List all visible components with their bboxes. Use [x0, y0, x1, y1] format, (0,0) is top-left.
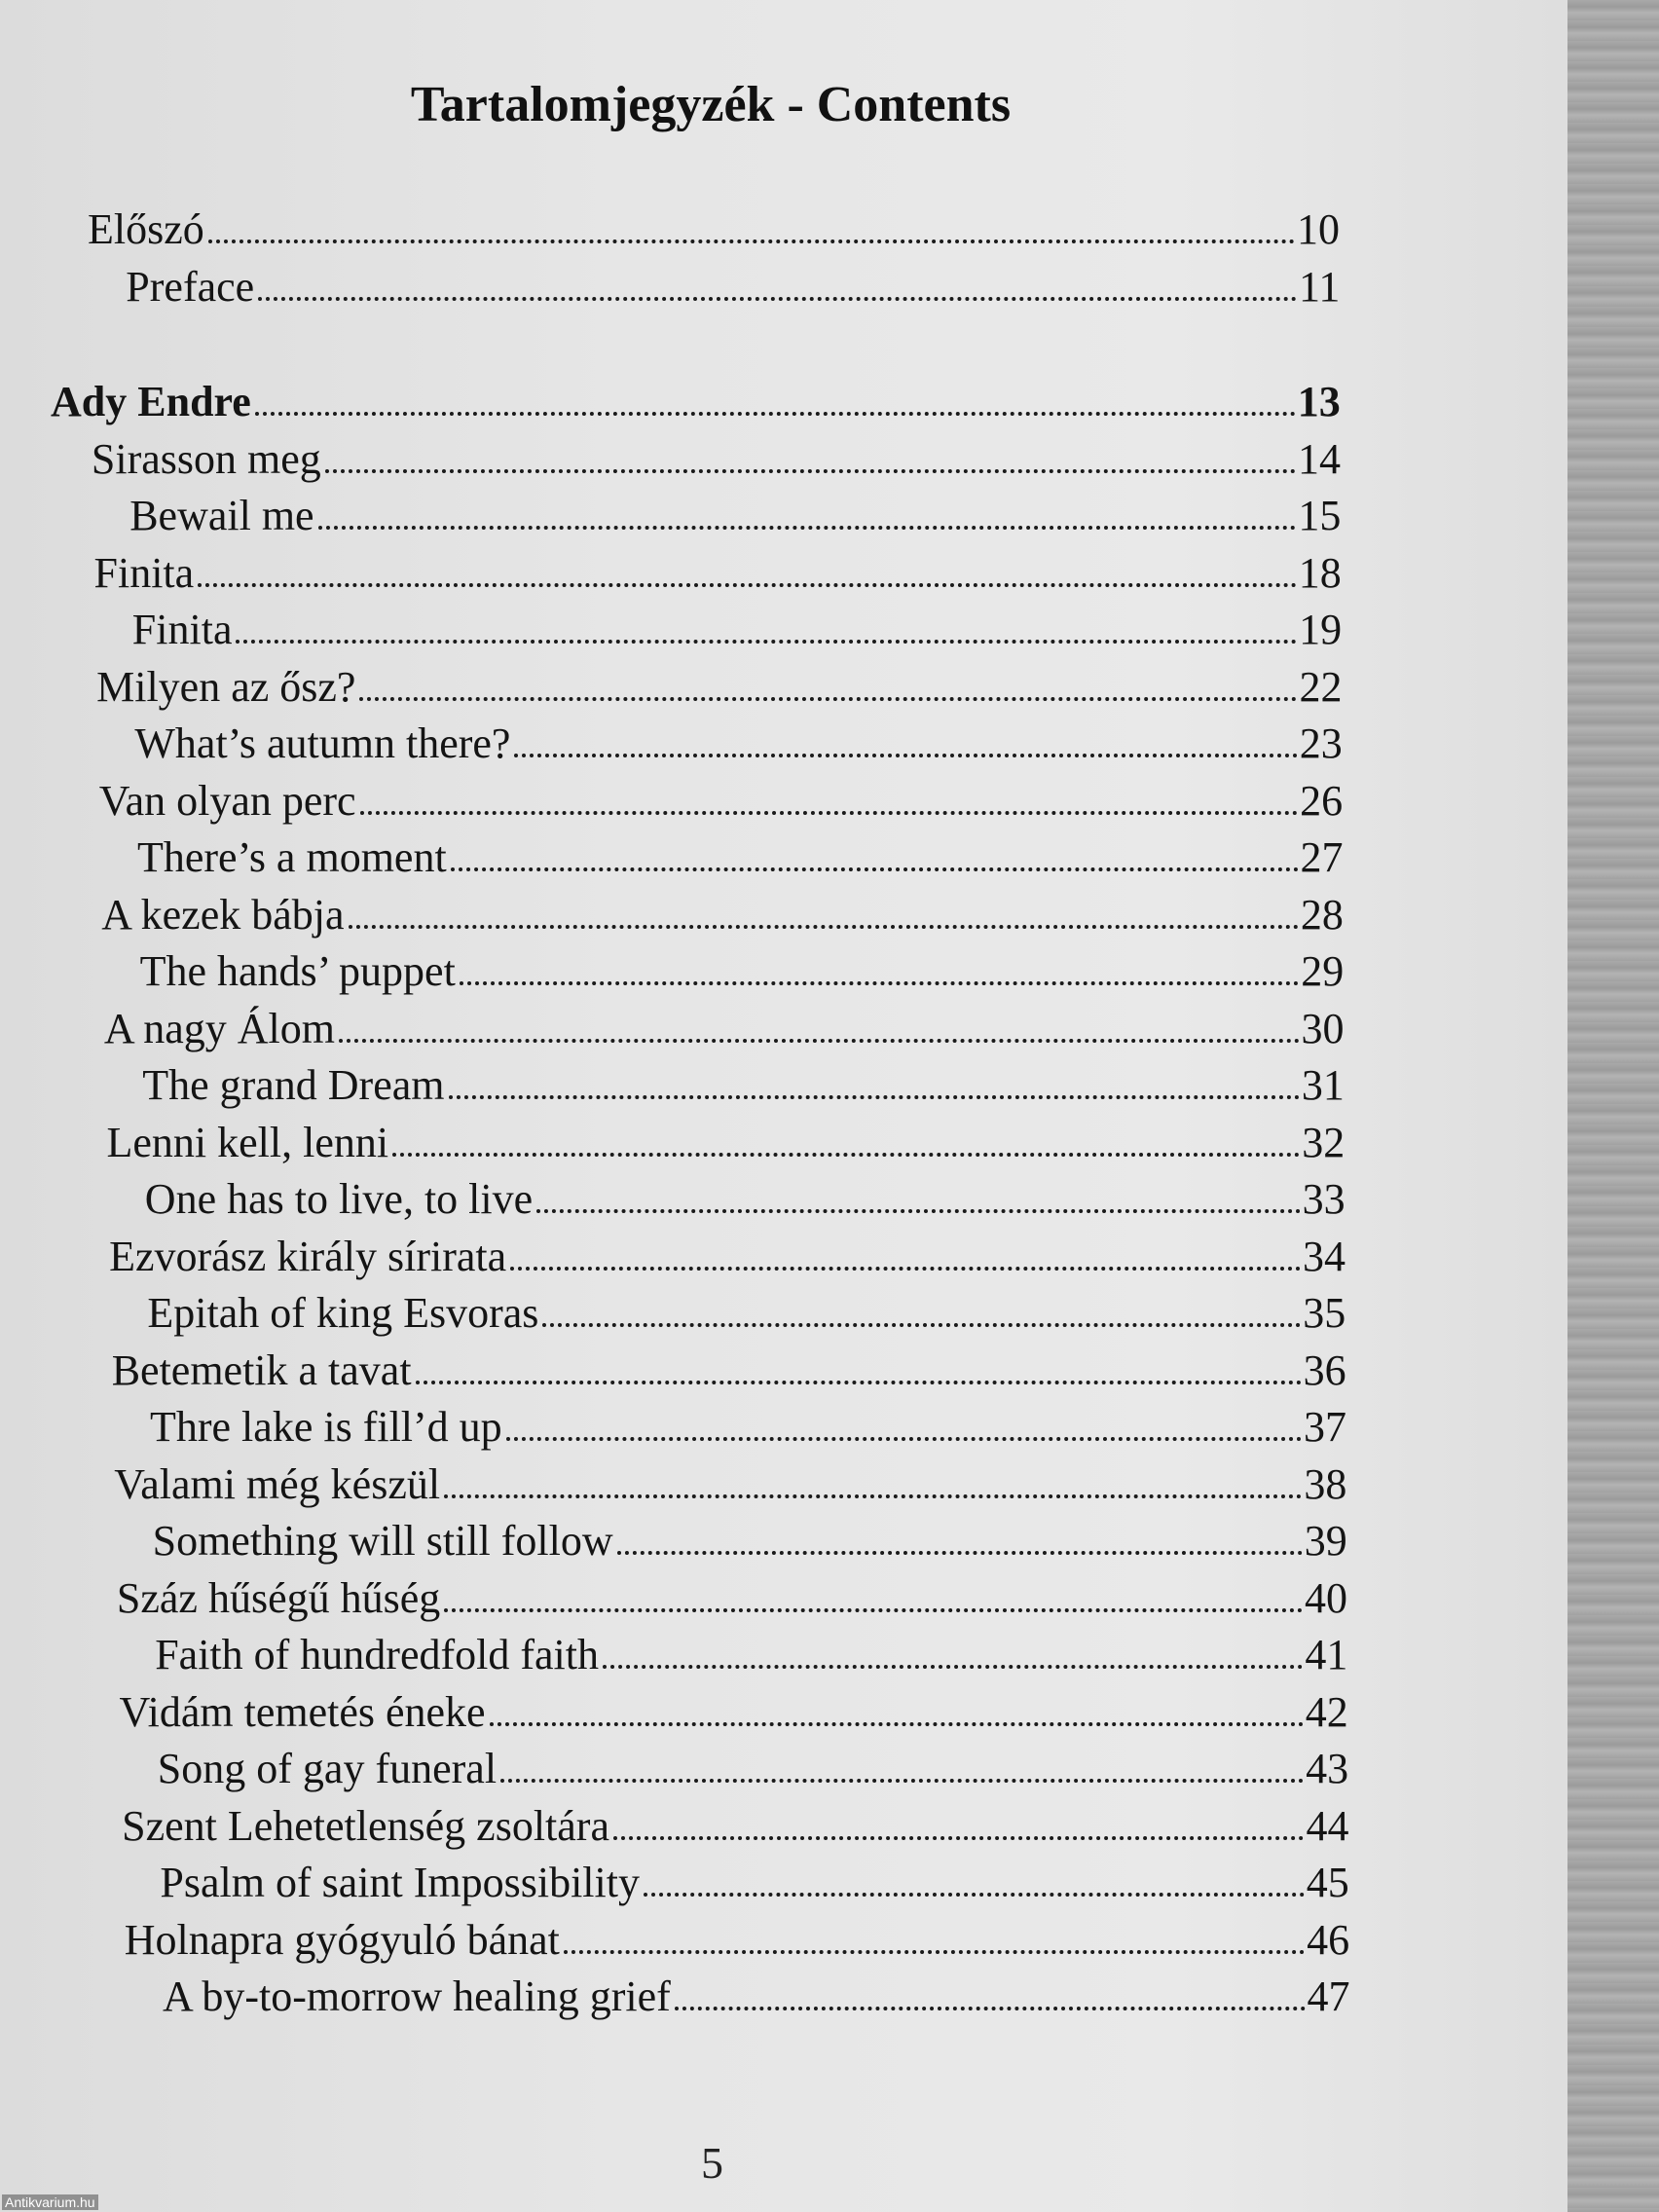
toc-entry-page: 27	[1300, 833, 1344, 881]
toc-entry-page: 15	[1298, 492, 1342, 539]
toc-entry-page: 26	[1300, 776, 1344, 825]
dot-leader	[359, 697, 1297, 701]
toc-entry	[122, 1799, 1348, 1854]
toc-entry-title: Szent Lehetetlenség zsoltára	[122, 1801, 609, 1850]
dot-leader	[208, 240, 1295, 243]
dot-leader	[449, 1095, 1300, 1099]
toc-entry-page: 10	[1297, 205, 1340, 253]
toc-entry-page: 37	[1304, 1403, 1346, 1451]
toc-entry	[112, 1344, 1346, 1398]
toc-entry-title: Bewail me	[129, 492, 314, 539]
toc-entry-page: 42	[1305, 1687, 1348, 1736]
dot-leader	[460, 981, 1299, 985]
toc-entry-page: 40	[1305, 1573, 1348, 1622]
toc-entry-title: Van olyan perc	[98, 776, 356, 825]
dot-leader	[603, 1665, 1303, 1669]
toc-entry-title: Milyen az ősz?	[96, 662, 356, 711]
toc-entry-title: Száz hűségű hűség	[116, 1573, 441, 1622]
dot-leader	[510, 1267, 1301, 1271]
toc-entry	[150, 1400, 1346, 1455]
dot-leader	[444, 1494, 1302, 1498]
page-title: Tartalomjegyzék - Contents	[410, 77, 1012, 132]
toc-entry	[96, 660, 1342, 715]
toc-entry-page: 45	[1306, 1859, 1349, 1906]
toc-entry-page: 31	[1301, 1061, 1345, 1109]
dot-leader	[236, 640, 1297, 644]
toc-entry	[114, 1457, 1346, 1512]
toc-entry	[158, 1742, 1348, 1796]
toc-entry-page: 30	[1301, 1004, 1345, 1052]
dot-leader	[360, 811, 1299, 815]
toc-entry-title: Előszó	[88, 205, 204, 253]
toc-entry	[92, 432, 1341, 487]
dot-leader	[349, 925, 1299, 929]
toc-entry-page: 35	[1303, 1289, 1346, 1337]
toc-entry	[99, 774, 1343, 829]
toc-entry-page: 29	[1301, 947, 1345, 995]
toc-entry-title: One has to live, to live	[144, 1175, 534, 1223]
toc-entry-page: 13	[1297, 378, 1341, 425]
toc-entry-page: 47	[1307, 1972, 1350, 2020]
toc-entry-page: 46	[1307, 1915, 1350, 1964]
toc-entry-title: A kezek bábja	[101, 890, 345, 939]
toc-entry-page: 22	[1299, 662, 1343, 711]
toc-entry-title: Valami még készül	[114, 1459, 441, 1508]
toc-entry	[88, 203, 1340, 257]
dot-leader	[506, 1437, 1302, 1441]
toc-entry-title: What’s autumn there?	[134, 719, 511, 767]
toc-entry-title: A nagy Álom	[103, 1004, 335, 1052]
dot-leader	[644, 1893, 1305, 1897]
toc-entry-page: 33	[1302, 1175, 1346, 1223]
toc-entry	[132, 603, 1342, 657]
toc-entry-page: 43	[1306, 1745, 1349, 1792]
toc-entry-title: Holnapra gyógyuló bánat	[124, 1915, 560, 1964]
toc-entry-title: There’s a moment	[137, 833, 447, 881]
toc-entry	[94, 546, 1342, 601]
toc-entry	[147, 1286, 1346, 1341]
dot-leader	[613, 1836, 1304, 1840]
toc-entry-title: Preface	[126, 262, 255, 311]
toc-entry	[129, 489, 1341, 543]
toc-entry	[163, 1970, 1350, 2024]
dot-leader	[536, 1209, 1300, 1213]
toc-entry-title: The grand Dream	[142, 1061, 445, 1109]
toc-entry-page: 34	[1302, 1232, 1346, 1280]
toc-entry-title: The hands’ puppet	[139, 947, 456, 995]
toc-entry-page: 36	[1303, 1346, 1346, 1394]
toc-entry-title: Thre lake is fill’d up	[150, 1403, 502, 1451]
page-edge	[1567, 0, 1659, 2212]
dot-leader	[564, 1950, 1305, 1954]
toc-entry-title: Finita	[131, 606, 233, 653]
toc-entry-title: Ezvorász király sírirata	[109, 1232, 507, 1280]
dot-leader	[416, 1381, 1302, 1384]
toc-entry-title: Sirasson meg	[91, 434, 321, 483]
toc-entry	[155, 1628, 1347, 1682]
toc-entry-page: 39	[1304, 1517, 1347, 1565]
toc-entry	[134, 717, 1342, 771]
toc-entry	[140, 944, 1345, 999]
toc-section-heading	[51, 375, 1341, 429]
toc-entry	[126, 260, 1340, 314]
toc-entry	[101, 888, 1344, 942]
dot-leader	[255, 412, 1296, 416]
dot-leader	[617, 1551, 1303, 1555]
dot-leader	[490, 1722, 1304, 1726]
dot-leader	[198, 583, 1297, 587]
toc-entry	[109, 1230, 1346, 1284]
toc-entry	[160, 1856, 1348, 1910]
dot-leader	[258, 297, 1297, 301]
toc-entry-page: 41	[1305, 1631, 1348, 1678]
toc-entry	[125, 1913, 1349, 1968]
toc-entry-title: Ady Endre	[51, 378, 251, 425]
toc-entry-page: 19	[1299, 606, 1343, 653]
toc-entry-page: 44	[1306, 1801, 1349, 1850]
toc-entry	[120, 1685, 1348, 1740]
toc-entry-title: Something will still follow	[152, 1517, 613, 1565]
dot-leader	[451, 867, 1299, 871]
toc-entry-title: Psalm of saint Impossibility	[160, 1859, 640, 1906]
toc-entry-page: 11	[1298, 262, 1341, 311]
toc-entry-title: Finita	[93, 548, 195, 597]
dot-leader	[392, 1153, 1300, 1157]
dot-leader	[325, 469, 1296, 473]
toc-entry	[104, 1002, 1345, 1056]
toc-entry-page: 23	[1299, 719, 1343, 767]
toc-entry-title: Betemetik a tavat	[111, 1346, 412, 1394]
dot-leader	[514, 754, 1297, 757]
toc-entry	[145, 1172, 1346, 1227]
toc-entry	[153, 1514, 1347, 1568]
toc-entry-title: Lenni kell, lenni	[106, 1118, 389, 1166]
dot-leader	[542, 1323, 1301, 1327]
dot-leader	[500, 1779, 1304, 1783]
toc-entry	[117, 1571, 1347, 1626]
toc-entry-title: Faith of hundredfold faith	[155, 1631, 599, 1678]
dot-leader	[318, 526, 1297, 530]
toc-entry-page: 14	[1298, 434, 1342, 483]
toc-entry-page: 28	[1300, 890, 1344, 939]
toc-entry-title: Vidám temetés éneke	[119, 1687, 486, 1736]
toc-entry-page: 32	[1302, 1118, 1346, 1166]
toc-entry-page: 18	[1298, 548, 1342, 597]
toc-entry	[137, 830, 1344, 885]
dot-leader	[339, 1039, 1300, 1043]
toc-entry-page: 38	[1304, 1459, 1347, 1508]
toc-entry-title: Epitah of king Esvoras	[147, 1289, 539, 1337]
toc-entry-title: A by-to-morrow healing grief	[163, 1972, 671, 2020]
toc-entry-title: Song of gay funeral	[157, 1745, 498, 1792]
toc-entry	[107, 1116, 1346, 1170]
dot-leader	[675, 2007, 1306, 2010]
toc-entry	[142, 1058, 1345, 1113]
page-number: 5	[701, 2138, 723, 2188]
watermark: Antikvarium.hu	[2, 2194, 98, 2210]
dot-leader	[444, 1608, 1303, 1612]
